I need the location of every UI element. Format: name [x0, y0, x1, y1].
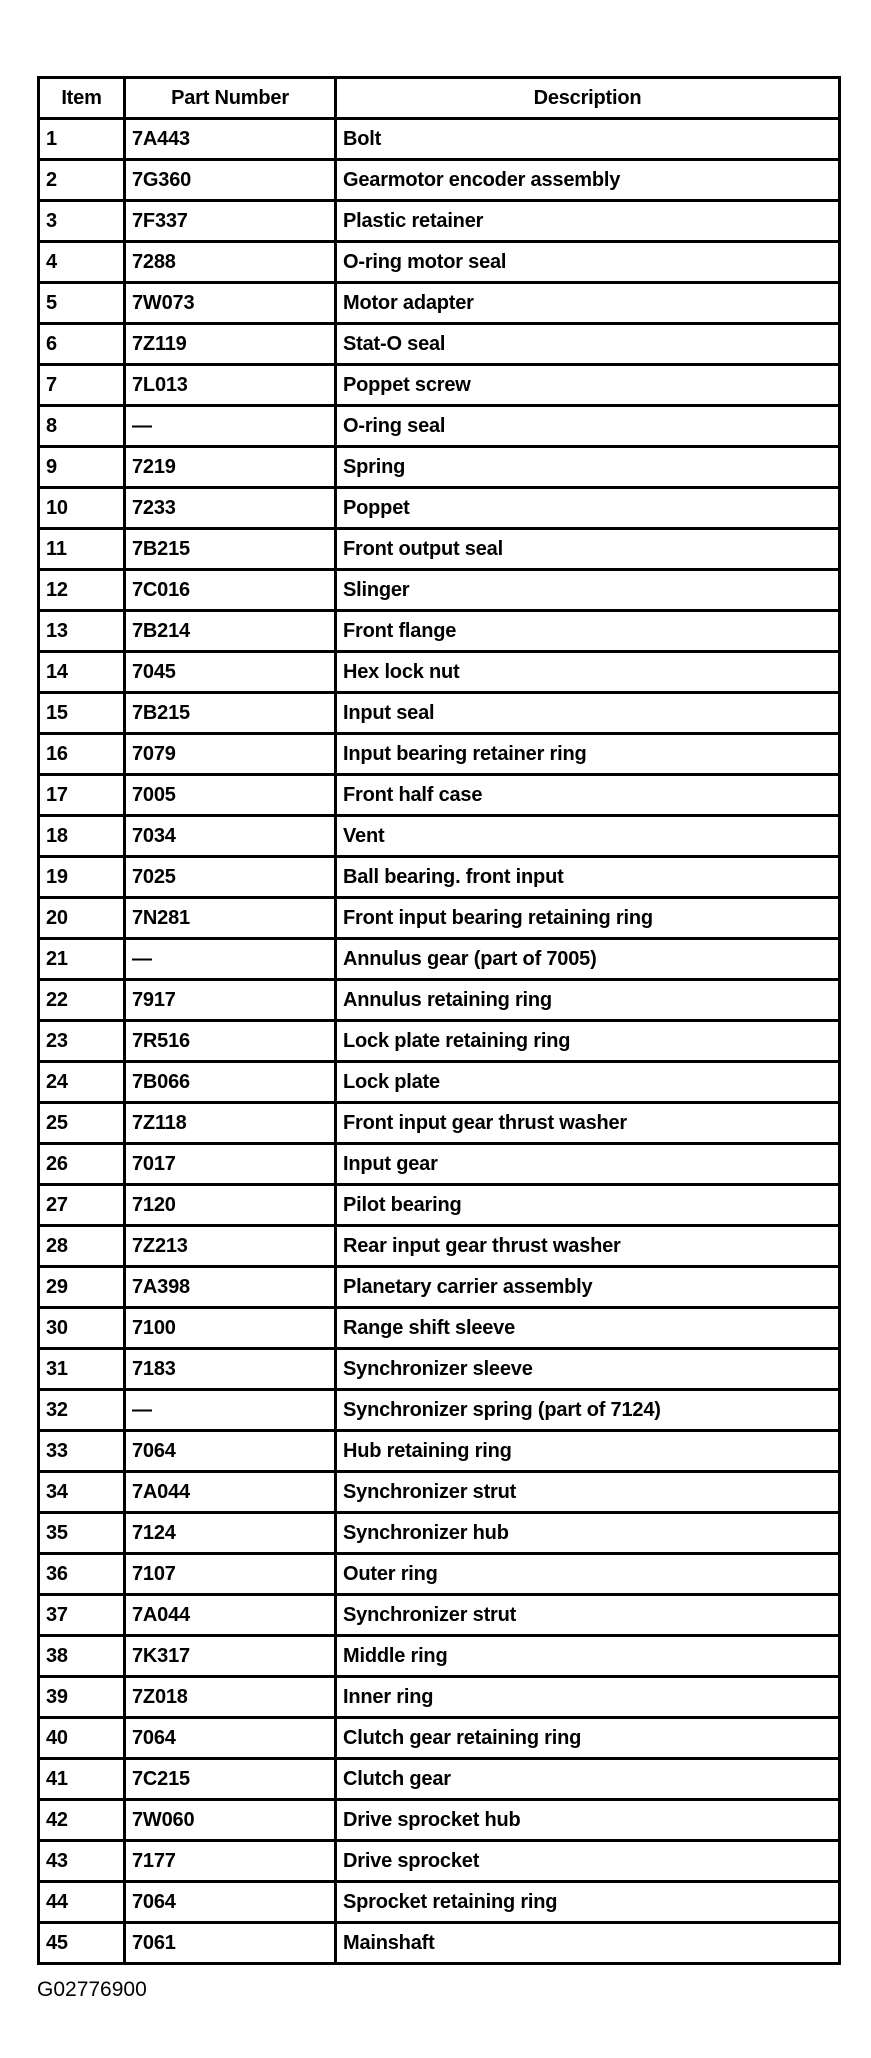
cell-item: 14: [39, 652, 125, 693]
cell-part-number: 7061: [125, 1923, 336, 1964]
cell-description: Middle ring: [336, 1636, 840, 1677]
cell-part-number: 7288: [125, 242, 336, 283]
table-row: [39, 1062, 840, 1103]
cell-part-number: 7107: [125, 1554, 336, 1595]
cell-item: 38: [39, 1636, 125, 1677]
cell-item: 6: [39, 324, 125, 365]
header-item: Item: [39, 78, 125, 119]
cell-part-number: 7B215: [125, 529, 336, 570]
cell-description: Clutch gear: [336, 1759, 840, 1800]
cell-part-number: 7064: [125, 1718, 336, 1759]
cell-item: 32: [39, 1390, 125, 1431]
cell-part-number: 7183: [125, 1349, 336, 1390]
table-row: [39, 1513, 840, 1554]
cell-description: Lock plate: [336, 1062, 840, 1103]
cell-part-number: 7A443: [125, 119, 336, 160]
cell-item: 1: [39, 119, 125, 160]
cell-description: Lock plate retaining ring: [336, 1021, 840, 1062]
parts-table-body: [39, 119, 840, 1964]
parts-table: [37, 76, 841, 1965]
cell-part-number: 7B066: [125, 1062, 336, 1103]
cell-description: Spring: [336, 447, 840, 488]
cell-part-number: 7F337: [125, 201, 336, 242]
cell-description: Planetary carrier assembly: [336, 1267, 840, 1308]
header-description: Description: [336, 78, 840, 119]
table-row: [39, 201, 840, 242]
cell-item: 20: [39, 898, 125, 939]
table-row: [39, 529, 840, 570]
cell-item: 43: [39, 1841, 125, 1882]
table-row: [39, 898, 840, 939]
cell-part-number: —: [125, 406, 336, 447]
cell-item: 29: [39, 1267, 125, 1308]
cell-description: Outer ring: [336, 1554, 840, 1595]
table-row: [39, 1718, 840, 1759]
cell-item: 39: [39, 1677, 125, 1718]
cell-item: 40: [39, 1718, 125, 1759]
cell-description: Inner ring: [336, 1677, 840, 1718]
table-row: [39, 1308, 840, 1349]
cell-part-number: 7064: [125, 1882, 336, 1923]
cell-part-number: —: [125, 1390, 336, 1431]
table-row: [39, 1882, 840, 1923]
table-row: [39, 1800, 840, 1841]
cell-description: O-ring motor seal: [336, 242, 840, 283]
cell-description: Poppet screw: [336, 365, 840, 406]
cell-item: 16: [39, 734, 125, 775]
table-row: [39, 1226, 840, 1267]
cell-part-number: 7120: [125, 1185, 336, 1226]
cell-part-number: 7W060: [125, 1800, 336, 1841]
cell-description: Rear input gear thrust washer: [336, 1226, 840, 1267]
cell-item: 33: [39, 1431, 125, 1472]
table-row: [39, 1267, 840, 1308]
table-row: [39, 406, 840, 447]
cell-item: 26: [39, 1144, 125, 1185]
cell-part-number: 7C215: [125, 1759, 336, 1800]
cell-item: 24: [39, 1062, 125, 1103]
cell-description: Synchronizer strut: [336, 1595, 840, 1636]
cell-item: 23: [39, 1021, 125, 1062]
cell-part-number: 7034: [125, 816, 336, 857]
cell-description: Front output seal: [336, 529, 840, 570]
table-row: [39, 1841, 840, 1882]
cell-item: 27: [39, 1185, 125, 1226]
cell-part-number: 7Z118: [125, 1103, 336, 1144]
cell-part-number: 7005: [125, 775, 336, 816]
cell-description: Input gear: [336, 1144, 840, 1185]
table-row: [39, 488, 840, 529]
cell-part-number: 7025: [125, 857, 336, 898]
table-row: [39, 1021, 840, 1062]
table-row: [39, 1349, 840, 1390]
cell-description: Drive sprocket: [336, 1841, 840, 1882]
cell-item: 34: [39, 1472, 125, 1513]
table-row: [39, 1431, 840, 1472]
cell-part-number: 7045: [125, 652, 336, 693]
cell-item: 2: [39, 160, 125, 201]
figure-id: G02776900: [37, 1978, 147, 2001]
table-row: [39, 1923, 840, 1964]
cell-description: Hub retaining ring: [336, 1431, 840, 1472]
cell-item: 8: [39, 406, 125, 447]
cell-part-number: 7A044: [125, 1595, 336, 1636]
table-row: [39, 1472, 840, 1513]
table-row: [39, 980, 840, 1021]
cell-description: Ball bearing. front input: [336, 857, 840, 898]
table-row: [39, 324, 840, 365]
cell-part-number: 7Z119: [125, 324, 336, 365]
cell-description: Gearmotor encoder assembly: [336, 160, 840, 201]
cell-item: 44: [39, 1882, 125, 1923]
table-row: [39, 119, 840, 160]
cell-part-number: 7K317: [125, 1636, 336, 1677]
cell-item: 18: [39, 816, 125, 857]
table-row: [39, 1595, 840, 1636]
table-row: [39, 693, 840, 734]
cell-description: Plastic retainer: [336, 201, 840, 242]
cell-description: O-ring seal: [336, 406, 840, 447]
cell-description: Front input bearing retaining ring: [336, 898, 840, 939]
cell-description: Slinger: [336, 570, 840, 611]
cell-part-number: 7C016: [125, 570, 336, 611]
cell-part-number: 7233: [125, 488, 336, 529]
header-part-number: Part Number: [125, 78, 336, 119]
cell-item: 25: [39, 1103, 125, 1144]
cell-part-number: 7A398: [125, 1267, 336, 1308]
cell-item: 37: [39, 1595, 125, 1636]
table-row: [39, 1103, 840, 1144]
table-row: [39, 1390, 840, 1431]
table-row: [39, 1677, 840, 1718]
table-row: [39, 1554, 840, 1595]
table-row: [39, 242, 840, 283]
cell-part-number: 7017: [125, 1144, 336, 1185]
cell-description: Front input gear thrust washer: [336, 1103, 840, 1144]
cell-description: Front flange: [336, 611, 840, 652]
cell-part-number: 7124: [125, 1513, 336, 1554]
cell-item: 42: [39, 1800, 125, 1841]
cell-part-number: 7064: [125, 1431, 336, 1472]
table-row: [39, 734, 840, 775]
cell-description: Synchronizer sleeve: [336, 1349, 840, 1390]
cell-part-number: 7177: [125, 1841, 336, 1882]
table-row: [39, 365, 840, 406]
table-row: [39, 570, 840, 611]
cell-part-number: 7917: [125, 980, 336, 1021]
cell-description: Motor adapter: [336, 283, 840, 324]
table-row: [39, 283, 840, 324]
cell-item: 36: [39, 1554, 125, 1595]
cell-description: Drive sprocket hub: [336, 1800, 840, 1841]
cell-item: 30: [39, 1308, 125, 1349]
table-row: [39, 611, 840, 652]
table-row: [39, 775, 840, 816]
table-row: [39, 816, 840, 857]
table-row: [39, 1144, 840, 1185]
cell-item: 17: [39, 775, 125, 816]
cell-description: Annulus retaining ring: [336, 980, 840, 1021]
cell-item: 41: [39, 1759, 125, 1800]
cell-description: Synchronizer strut: [336, 1472, 840, 1513]
cell-description: Mainshaft: [336, 1923, 840, 1964]
cell-item: 35: [39, 1513, 125, 1554]
cell-item: 7: [39, 365, 125, 406]
cell-part-number: 7N281: [125, 898, 336, 939]
cell-item: 10: [39, 488, 125, 529]
cell-item: 12: [39, 570, 125, 611]
cell-description: Range shift sleeve: [336, 1308, 840, 1349]
table-row: [39, 447, 840, 488]
table-row: [39, 1759, 840, 1800]
cell-description: Bolt: [336, 119, 840, 160]
cell-description: Input bearing retainer ring: [336, 734, 840, 775]
cell-part-number: —: [125, 939, 336, 980]
cell-part-number: 7L013: [125, 365, 336, 406]
cell-item: 15: [39, 693, 125, 734]
cell-part-number: 7100: [125, 1308, 336, 1349]
cell-item: 45: [39, 1923, 125, 1964]
table-row: [39, 857, 840, 898]
table-row: [39, 939, 840, 980]
table-row: [39, 652, 840, 693]
cell-item: 21: [39, 939, 125, 980]
cell-description: Pilot bearing: [336, 1185, 840, 1226]
cell-description: Input seal: [336, 693, 840, 734]
cell-item: 22: [39, 980, 125, 1021]
table-row: [39, 160, 840, 201]
cell-part-number: 7G360: [125, 160, 336, 201]
cell-item: 5: [39, 283, 125, 324]
cell-description: Synchronizer hub: [336, 1513, 840, 1554]
cell-part-number: 7R516: [125, 1021, 336, 1062]
table-header-row: [39, 78, 840, 119]
cell-item: 4: [39, 242, 125, 283]
cell-description: Sprocket retaining ring: [336, 1882, 840, 1923]
cell-description: Front half case: [336, 775, 840, 816]
cell-description: Vent: [336, 816, 840, 857]
cell-description: Poppet: [336, 488, 840, 529]
cell-item: 11: [39, 529, 125, 570]
cell-part-number: 7B214: [125, 611, 336, 652]
cell-description: Hex lock nut: [336, 652, 840, 693]
table-row: [39, 1185, 840, 1226]
cell-item: 13: [39, 611, 125, 652]
cell-description: Synchronizer spring (part of 7124): [336, 1390, 840, 1431]
cell-part-number: 7W073: [125, 283, 336, 324]
cell-part-number: 7Z018: [125, 1677, 336, 1718]
cell-item: 3: [39, 201, 125, 242]
cell-part-number: 7Z213: [125, 1226, 336, 1267]
cell-part-number: 7B215: [125, 693, 336, 734]
cell-item: 28: [39, 1226, 125, 1267]
table-row: [39, 1636, 840, 1677]
cell-item: 19: [39, 857, 125, 898]
cell-part-number: 7A044: [125, 1472, 336, 1513]
cell-description: Annulus gear (part of 7005): [336, 939, 840, 980]
cell-description: Clutch gear retaining ring: [336, 1718, 840, 1759]
cell-part-number: 7219: [125, 447, 336, 488]
cell-description: Stat-O seal: [336, 324, 840, 365]
cell-item: 9: [39, 447, 125, 488]
cell-item: 31: [39, 1349, 125, 1390]
cell-part-number: 7079: [125, 734, 336, 775]
